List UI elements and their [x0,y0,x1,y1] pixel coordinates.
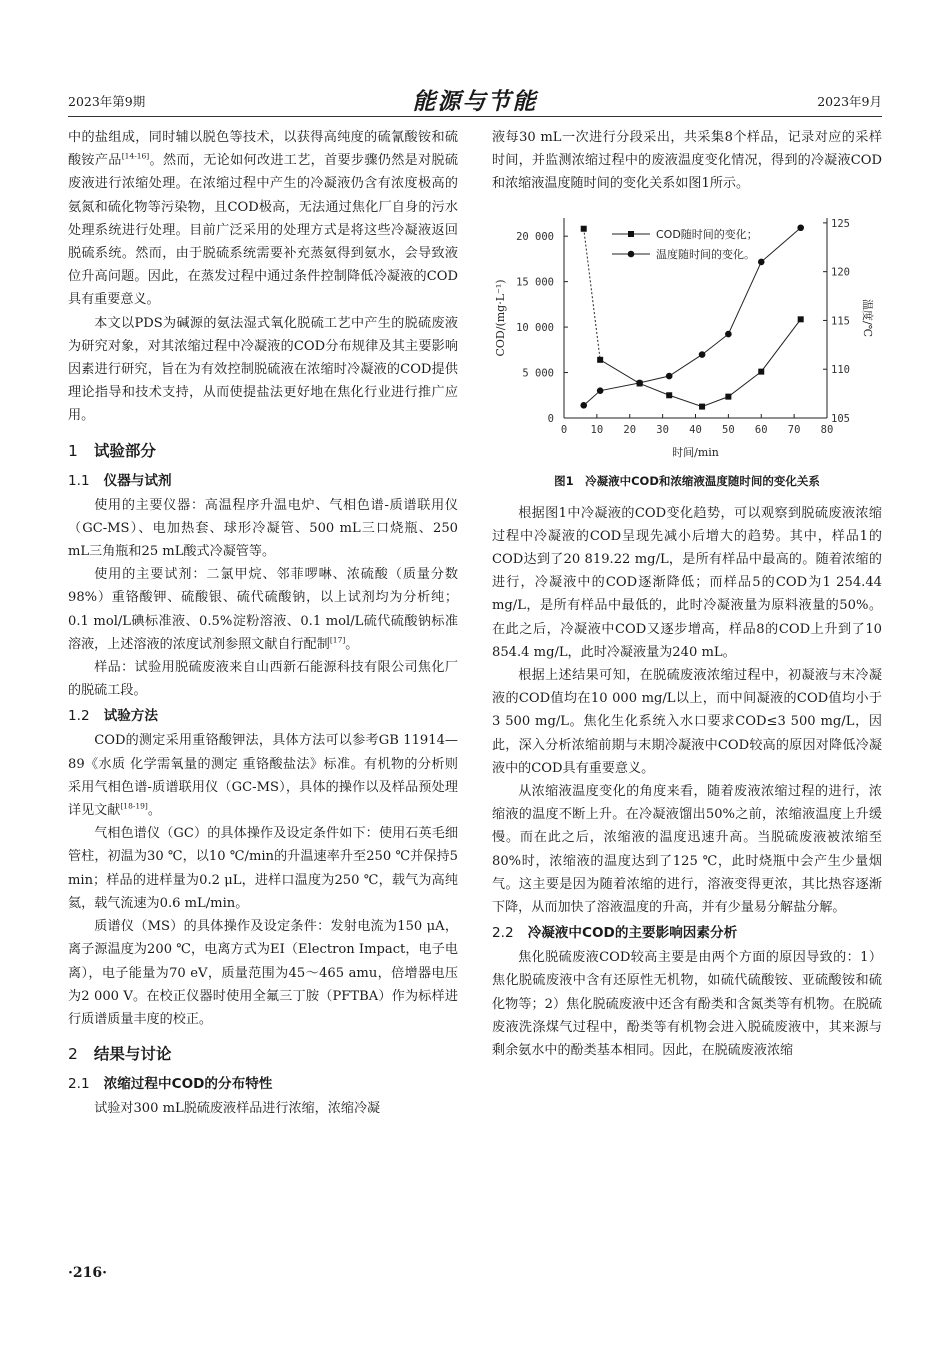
paragraph: 中的盐组成，同时辅以脱色等技术，以获得高纯度的硫氰酸铵和硫酸铵产品[14-16]。然而，无论如何改进工艺，首要步骤仍然是对脱硫废液进行浓缩处理。在浓缩过程中产生的冷凝液仍含有浓度极高的氨氮和硫化物等污染物，且COD极高，无法通过焦化厂自身的污水处理系统进行处理。目前广泛采用的处理方式是将这些冷凝液返回脱硫系统。然而，由于脱硫系统需要补充蒸氨得到氨水，会导致液位升高问题。因此，在蒸发过程中通过条件控制降低冷凝液的COD具有重要意义。 [68,130,459,308]
figure-1 [492,200,882,470]
x-tick-label: 70 [787,423,801,436]
x-tick-label: 80 [820,423,834,436]
paragraph: 根据图1中冷凝液的COD变化趋势，可以观察到脱硫废液浓缩过程中冷凝液的COD呈现先减小后增大的趋势。其中，样品1的COD达到了20 819.22 mg/L，是所有样品中最高的。随着浓缩的进行，冷凝液中的COD逐渐降低；而样品5的COD为1 254.44 mg/L，是所有样品中最低的，此时冷凝液量为原料液量的50%。在此之后，冷凝液中COD又逐步增高，样品8的COD上升到了10 854.4 mg/L，此时冷凝液量为240 mL。 [492,505,882,660]
cod-point [758,368,764,374]
y2-tick-label: 115 [831,315,850,328]
x-axis-label: 时间/min [672,445,719,459]
temperature-point [725,330,732,337]
x-tick-label: 30 [656,423,669,436]
y2-tick-label: 125 [831,217,850,230]
temperature-point [699,351,706,358]
cod-point [725,393,731,399]
y-tick-label: 5 000 [522,367,554,380]
y-tick-label: 10 000 [516,321,554,334]
cod-line [600,319,801,406]
journal-title: 能源与节能 [412,88,538,115]
y2-tick-label: 105 [831,412,850,425]
y2-axis-label: 温度/℃ [861,298,874,337]
x-tick-label: 0 [560,423,568,436]
y2-tick-label: 110 [831,363,850,376]
paragraph: 从浓缩液温度变化的角度来看，随着废液浓缩过程的进行，浓缩液的温度不断上升。在冷凝液馏出50%之前，浓缩液温度上升缓慢。而在此之后，浓缩液的温度迅速升高。当脱硫废液被浓缩至80%时，浓缩液的温度达到了125 ℃，此时烧瓶中会产生少量烟气。这主要是因为随着浓缩的进行，溶液变得更浓，其比热容逐渐下降，从而加快了溶液温度的升高，并有少量易分解盐分解。 [492,784,882,916]
temperature-point [580,402,587,409]
section-heading: 1 试验部分 [68,441,156,460]
paragraph: 液每30 mL一次进行分段采出，共采集8个样品，记录对应的采样时间，并监测浓缩过程中的废液温度变化情况，得到的冷凝液COD和浓缩液温度随时间的变化关系如图1所示。 [492,130,882,192]
y-tick-label: 15 000 [516,276,554,289]
paragraph: 使用的主要仪器：高温程序升温电炉、气相色谱-质谱联用仪（GC-MS）、电加热套、球形冷凝管、500 mL三口烧瓶、250 mL三角瓶和25 mL酸式冷凝管等。 [68,497,458,560]
temperature-point [666,372,673,379]
legend-cod-marker [628,231,634,237]
paragraph: 本文以PDS为碱源的氨法湿式氧化脱硫工艺中产生的脱硫废液为研究对象，对其浓缩过程中冷凝液的COD分布规律及其主要影响因素进行研究，旨在为有效控制脱硫液在浓缩时冷凝液的COD提供理论指导和技术支持，从而使提盐法更好地在焦化行业进行推广应用。 [68,315,458,424]
x-tick-label: 50 [722,423,735,436]
x-tick-label: 40 [689,423,702,436]
paragraph: 根据上述结果可知，在脱硫废液浓缩过程中，初凝液与末冷凝液的COD值均在10 000 mg/L以上，而中间凝液的COD值均小于3 500 mg/L。焦化生化系统入水口要求COD≤3 500 mg/L，因此，深入分析浓缩前期与末期冷凝液中COD较高的原因对降低冷凝液中的COD具有重要意义。 [492,668,882,776]
subsection-heading: 2.2 冷凝液中COD的主要影响因素分析 [492,925,738,942]
cod-line-segment [584,228,600,359]
legend-temperature-label: 温度随时间的变化。 [656,247,755,261]
paragraph: 样品：试验用脱硫废液来自山西新石能源科技有限公司焦化厂的脱硫工段。 [68,660,458,699]
x-tick-label: 20 [623,423,637,436]
cod-temperature-chart [492,200,882,470]
cod-point [699,403,705,409]
x-tick-label: 10 [590,423,604,436]
subsection-heading: 2.1 浓缩过程中COD的分布特性 [68,1076,273,1093]
paragraph: 焦化脱硫废液COD较高主要是由两个方面的原因导致的：1）焦化脱硫废液中含有还原性无机物，如硫代硫酸铵、亚硫酸铵和硫化物等；2）焦化脱硫废液中还含有酚类和含氮类等有机物。在脱硫废液洗涤煤气过程中，酚类等有机物会进入脱硫废液中，其来源与剩余氨水中的酚类基本相同。因此，在脱硫废液浓缩 [492,950,882,1059]
header-date: 2023年9月 [817,94,882,109]
section-heading: 2 结果与讨论 [68,1045,172,1064]
paragraph: 使用的主要试剂：二氯甲烷、邻菲啰啉、浓硫酸（质量分数98%）重铬酸钾、硫酸银、硫代硫酸钠，以上试剂均为分析纯；0.1 mol/L碘标准液、0.5%淀粉溶液、0.1 mol/L硫代硫酸钠标准溶液，上述溶液的浓度试剂参照文献自行配制[17]。 [68,567,458,652]
paragraph: 试验对300 mL脱硫废液样品进行浓缩，浓缩冷凝 [94,1101,381,1117]
temperature-point [758,258,765,265]
header-issue: 2023年第9期 [68,94,146,109]
x-tick-label: 60 [754,423,768,436]
y-tick-label: 0 [547,412,554,425]
temperature-point [597,387,604,394]
paragraph: 气相色谱仪（GC）的具体操作及设定条件如下：使用石英毛细管柱，初温为30 ℃，以10 ℃/min的升温速率升至250 ℃并保持5 min；样品的进样量为0.2 μL，进样口温度为250 ℃，载气为高纯氦，载气流速为0.6 mL/min。 [68,826,458,911]
y-tick-label: 20 000 [516,230,554,243]
paragraph: COD的测定采用重铬酸钾法，具体方法可以参考GB 11914—89《水质 化学需氧量的测定 重铬酸盐法》标准。有机物的分析则采用气相色谱-质谱联用仪（GC-MS），具体的操作以及样品预处理详见文献[18-19]。 [68,733,458,819]
left-column [68,126,458,1120]
figure-caption: 图1 冷凝液中COD和浓缩液温度随时间的变化关系 [554,473,820,488]
page-number: ·216· [68,1265,107,1281]
legend-temperature-marker [628,250,635,257]
subsection-heading: 1.1 仪器与试剂 [68,472,172,489]
subsection-heading: 1.2 试验方法 [68,708,158,725]
cod-point [798,316,804,322]
y2-tick-label: 120 [831,266,850,279]
right-column [492,126,882,1062]
legend-cod-label: COD随时间的变化； [656,227,758,241]
cod-point [597,356,603,362]
paragraph: 质谱仪（MS）的具体操作及设定条件：发射电流为150 μA，离子源温度为200 ℃，电离方式为EI（Electron Impact，电子电离），电子能量为70 eV，质量范围为45～465 amu，倍增器电压为2 000 V。在校正仪器时使用全氟三丁胺（PFTBA）作为标样进行质谱质量丰度的校正。 [68,919,458,1027]
temperature-point [797,224,804,231]
cod-point [666,392,672,398]
y-axis-label: COD/(mg·L⁻¹) [494,279,507,357]
temperature-point [636,379,643,386]
header-rule [68,116,882,117]
cod-point [581,225,587,231]
